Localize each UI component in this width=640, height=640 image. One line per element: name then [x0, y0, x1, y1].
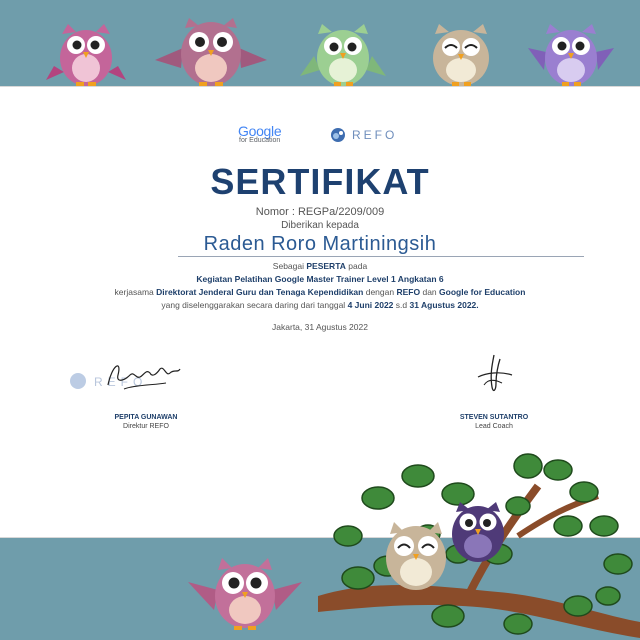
- google-for-education-logo: [238, 123, 281, 144]
- certificate-number: Nomor : REGPa/2209/009: [255, 206, 385, 218]
- google-subtitle: for Education: [239, 137, 281, 144]
- owl-beige-icon: [426, 20, 496, 88]
- line4-sd: s.d: [395, 300, 408, 310]
- google-wordmark: Google: [238, 123, 282, 139]
- signature-right-icon: [472, 351, 516, 401]
- line3-mid: dengan: [365, 287, 395, 297]
- line4-prefix: yang diselenggarakan secara daring dari tanggal: [161, 300, 346, 310]
- svg-text:REFO: REFO: [94, 375, 148, 389]
- owl-bottom-pink-icon: [188, 552, 302, 632]
- org-refo: REFO: [396, 287, 421, 297]
- signatory-left-name: PEPITA GUNAWAN: [114, 414, 178, 421]
- owl-pink-icon: [46, 18, 126, 88]
- place-date: Jakarta, 31 Agustus 2022: [272, 322, 368, 332]
- owl-purple-icon: [528, 18, 614, 88]
- refo-mark-icon: [330, 127, 346, 143]
- line3-and: dan: [422, 287, 437, 297]
- body-line-1: [0, 260, 640, 273]
- tree-branch-illustration: [318, 446, 640, 640]
- body-line-4: [0, 299, 640, 312]
- signatory-right-role: Lead Coach: [475, 423, 513, 430]
- given-to-label: Diberikan kepada: [281, 220, 359, 231]
- certificate-body: [0, 260, 640, 312]
- body-line-3: [0, 286, 640, 299]
- body-line-2: [0, 273, 640, 286]
- line1-role: PESERTA: [306, 261, 346, 271]
- signatory-right-name: STEVEN SUTANTRO: [459, 414, 529, 421]
- signature-left-icon: [104, 355, 184, 395]
- line3-prefix: kerjasama: [114, 287, 154, 297]
- end-date: 31 Agustus 2022.: [409, 300, 479, 310]
- recipient-name: Raden Roro Martiningsih: [203, 233, 437, 255]
- line1-suffix: pada: [348, 261, 368, 271]
- org-google: Google for Education: [439, 287, 526, 297]
- owl-mauve-icon: [155, 14, 267, 88]
- certificate-title: SERTIFIKAT: [210, 161, 430, 202]
- org-directorate: Direktorat Jenderal Guru dan Tenaga Kependidikan: [156, 287, 364, 297]
- name-underline: [178, 256, 584, 257]
- activity-name: Kegiatan Pelatihan Google Master Trainer Level 1 Angkatan 6: [196, 274, 444, 284]
- refo-logo: [330, 127, 397, 143]
- signatory-left-role: Direktur REFO: [123, 423, 169, 430]
- owl-green-icon: [300, 20, 386, 88]
- start-date: 4 Juni 2022: [347, 300, 394, 310]
- line1-prefix: Sebagai: [272, 261, 304, 271]
- logo-row: [0, 123, 640, 153]
- refo-wordmark: REFO: [352, 128, 398, 142]
